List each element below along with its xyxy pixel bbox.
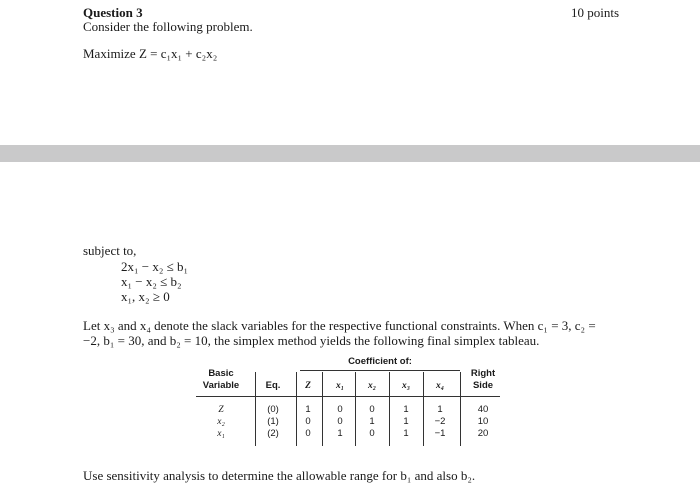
constraint-1: 2x₁ − x₂ ≤ b₁	[121, 259, 189, 274]
x1-cell: 1	[337, 428, 343, 439]
rule-after-eq	[296, 372, 297, 446]
x3-cell: 1	[403, 428, 409, 439]
basic-cell: x₂	[217, 417, 225, 427]
objective-function: Maximize Z = c₁x₁ + c₂x₂	[83, 46, 218, 61]
z-col-label: Z	[305, 381, 311, 391]
description-line-2: −2, b₁ = 30, and b₂ = 10, the simplex method yields the following final simplex tableau.	[83, 333, 540, 348]
eq-cell: (0)	[267, 404, 279, 415]
x2-cell: 0	[369, 404, 375, 415]
header-rule	[196, 396, 500, 397]
x2-cell: 1	[369, 416, 375, 427]
question-prompt: Consider the following problem.	[83, 19, 253, 34]
x3-cell: 1	[403, 416, 409, 427]
rhs-cell: 20	[477, 428, 489, 439]
x3-cell: 1	[403, 404, 409, 415]
x1-cell: 0	[337, 416, 343, 427]
x1-cell: 0	[337, 404, 343, 415]
eq-cell: (1)	[267, 416, 279, 427]
x3-col-label: x₃	[401, 381, 411, 391]
rhs-cell: 40	[477, 404, 489, 415]
description-line-1: Let x₃ and x₄ denote the slack variables for the respective functional constraints. When c₁ = 3, c₂ =	[83, 318, 596, 333]
z-cell: 1	[305, 404, 311, 415]
eq-cell: (2)	[267, 428, 279, 439]
basic-label-line2: Variable	[202, 380, 240, 391]
x4-cell: −2	[434, 416, 446, 427]
question-title: Question 3	[83, 5, 143, 20]
basic-cell: x₁	[217, 429, 225, 439]
eq-label: Eq.	[265, 380, 281, 391]
rule-after-z	[322, 372, 323, 446]
x4-cell: −1	[434, 428, 446, 439]
x2-cell: 0	[369, 428, 375, 439]
nonnegativity-constraint: x₁, x₂ ≥ 0	[121, 289, 170, 304]
basic-cell: Z	[218, 405, 224, 415]
rule-after-x2	[389, 372, 390, 446]
x1-col-label: x₁	[335, 381, 345, 391]
constraints-label: subject to,	[83, 243, 137, 258]
rule-after-x1	[355, 372, 356, 446]
rule-after-basic	[255, 372, 256, 446]
coef-underline	[300, 370, 460, 371]
x4-col-label: x₄	[435, 381, 445, 391]
constraint-2: x₁ − x₂ ≤ b₂	[121, 274, 182, 289]
z-cell: 0	[305, 428, 311, 439]
rule-after-x4	[460, 372, 461, 446]
rhs-label-line1: Right	[470, 368, 496, 379]
basic-label-line1: Basic	[208, 368, 234, 379]
x2-col-label: x₂	[367, 381, 377, 391]
rule-after-x3	[423, 372, 424, 446]
x4-cell: 1	[437, 404, 443, 415]
closing-instruction: Use sensitivity analysis to determine the allowable range for b₁ and also b₂.	[83, 468, 476, 483]
z-cell: 0	[305, 416, 311, 427]
rhs-cell: 10	[477, 416, 489, 427]
points-label: 10 points	[571, 5, 620, 20]
coefficient-header: Coefficient of:	[348, 356, 412, 367]
rhs-label-line2: Side	[472, 380, 494, 391]
